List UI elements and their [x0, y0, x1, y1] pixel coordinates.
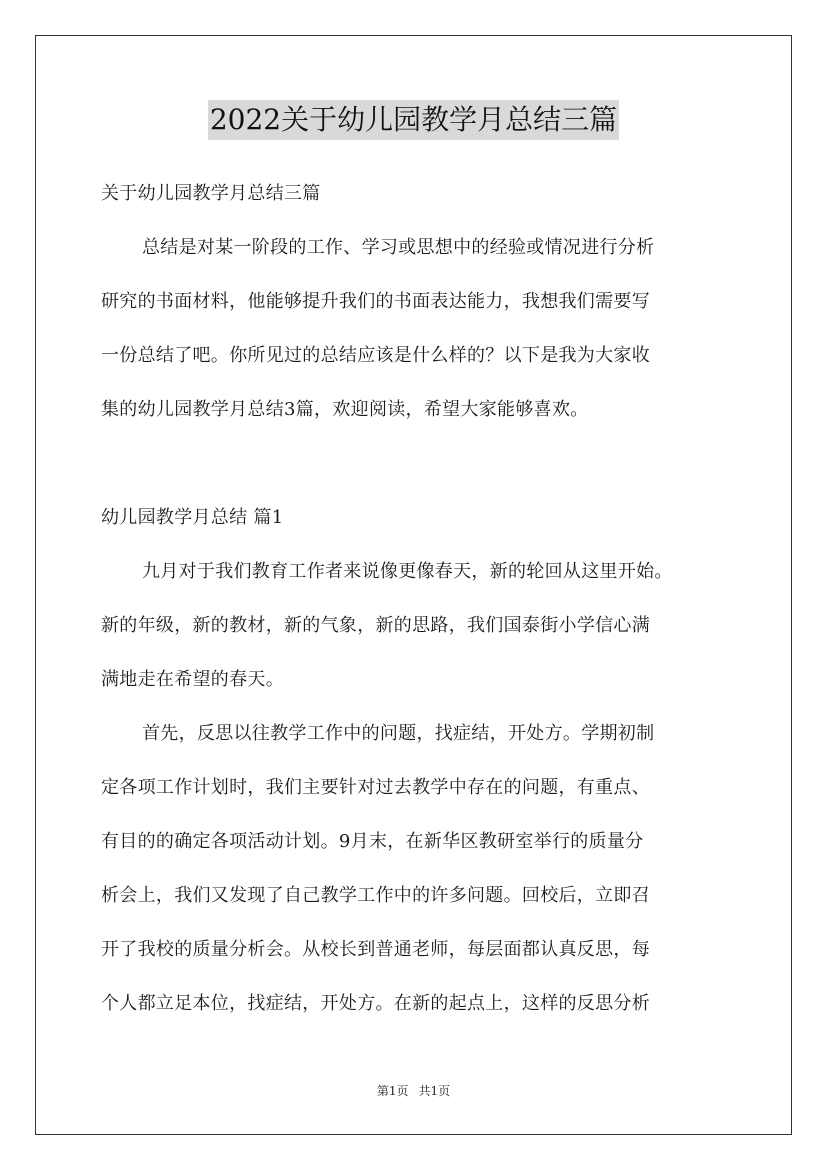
paragraph-line: 首先，反思以往教学工作中的问题，找症结，开处方。学期初制: [142, 723, 655, 744]
section-heading: 幼儿园教学月总结 篇1: [101, 507, 284, 528]
paragraph-line: 个人都立足本位，找症结，开处方。在新的起点上，这样的反思分析: [101, 993, 650, 1014]
paragraph-line: 九月对于我们教育工作者来说像更像春天，新的轮回从这里开始。: [142, 561, 673, 582]
paragraph-line: 集的幼儿园教学月总结3篇，欢迎阅读，希望大家能够喜欢。: [101, 399, 589, 420]
paragraph-line: 有目的的确定各项活动计划。9月末，在新华区教研室举行的质量分: [101, 831, 644, 852]
paragraph-2: [101, 707, 727, 1031]
paragraph-line: 满地走在希望的春天。: [101, 669, 284, 690]
page-footer: [0, 1083, 827, 1099]
page-total: 共1页: [418, 1084, 451, 1098]
document-body: [101, 167, 727, 1031]
subtitle: 关于幼儿园教学月总结三篇: [101, 183, 321, 204]
paragraph-line: 一份总结了吧。你所见过的总结应该是什么样的？以下是我为大家收: [101, 345, 650, 366]
paragraph-line: 定各项工作计划时，我们主要针对过去教学中存在的问题，有重点、: [101, 777, 650, 798]
paragraph-line: 新的年级，新的教材，新的气象，新的思路，我们国泰街小学信心满: [101, 615, 650, 636]
document-title: 2022关于幼儿园教学月总结三篇: [208, 100, 619, 140]
page-number: 第1页: [376, 1084, 409, 1098]
blank-line: [101, 437, 727, 491]
paragraph-line: 开了我校的质量分析会。从校长到普通老师，每层面都认真反思，每: [101, 939, 650, 960]
paragraph-line: 总结是对某一阶段的工作、学习或思想中的经验或情况进行分析: [142, 237, 655, 258]
paragraph-line: 析会上，我们又发现了自己教学工作中的许多问题。回校后，立即召: [101, 885, 650, 906]
title-container: [0, 100, 827, 140]
paragraph-1: [101, 545, 727, 707]
intro-paragraph: [101, 221, 727, 437]
paragraph-line: 研究的书面材料，他能够提升我们的书面表达能力，我想我们需要写: [101, 291, 650, 312]
